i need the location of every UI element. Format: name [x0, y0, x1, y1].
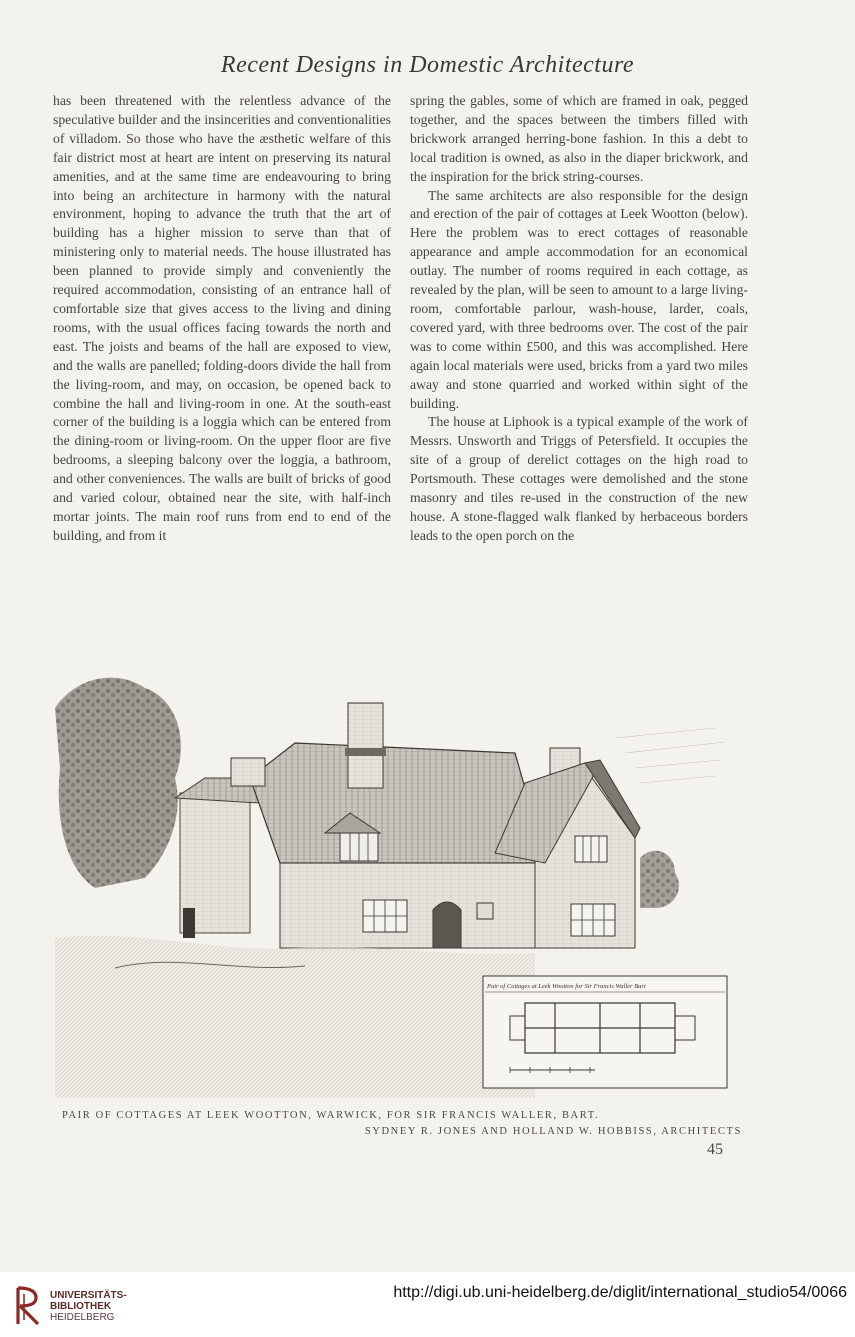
floor-plan-inset [483, 976, 727, 1088]
caption-line-2: SYDNEY R. JONES AND HOLLAND W. HOBBISS, ARCHITECTS [364, 1126, 742, 1137]
caption-line-1: PAIR OF COTTAGES AT LEEK WOOTTON, WARWICK, FOR SIR FRANCIS WALLER, BART. [62, 1110, 600, 1121]
cottage-drawing [55, 668, 745, 1098]
main-roof [250, 743, 535, 863]
right-paragraph-1: spring the gables, some of which are framed in oak, pegged together, and the spaces between the timbers filled with brickwork arranged herring-bone fashion. In this a debt to local tradition is owned, as also in the diaper brickwork, and the inspiration for the brick string-courses. [410, 93, 748, 184]
central-chimney [348, 703, 383, 788]
plan-title: Pair of Cottages at Leek Wootton for Sir Francis Waller Bart [487, 983, 646, 990]
sky-hatching [615, 728, 725, 783]
left-tree [55, 678, 181, 888]
left-paragraph-1: has been threatened with the relentless advance of the speculative builder and the insincerities and conventionalities of villadom. So those who have the æsthetic welfare of this fair district most at heart are intent on preserving its natural amenities, and at the same time are endeavouring to bring into being an architecture in harmony with the natural environment, hoping to advance the truth that the art of building has a higher mission to serve than that of ministering only to material needs. The house illustrated has been planned to provide simply and conveniently the required accommodation, consisting of an entrance hall of comfortable size that gives access to the living and dining rooms, with the usual offices facing towards the north and east. The joists and beams of the hall are exposed to view, and the walls are panelled; folding-doors divide the hall from the living-room, and may, on occasion, be opened back to combine the hall and living-room in one. At the south-east corner of the building is a loggia which can be entered from the dining-room or living-room. On the upper floor are five bedrooms, a sleeping balcony over the loggia, a bathroom, and other conveniences. The walls are built of bricks of good and varied colour, obtained near the site, with half-inch mortar joints. The main roof runs from end to end of the building, and from it [53, 93, 391, 543]
library-name [50, 1290, 127, 1323]
right-text-column [410, 92, 748, 546]
right-paragraph-2: The same architects are also responsible for the design and erection of the pair of cottages at Leek Wootton (below). Here the problem was to erect cottages of reasonable appearance and ample accommodation for an economical outlay. The number of rooms required in each cottage, as revealed by the plan, will be seen to amount to a large living-room, comfortable parlour, wash-house, larder, coals, covered yard, with three bedrooms over. The cost of the pair was to come within £500, and this was accomplished. Here again local materials were used, bricks from a yard two miles away and stone quarried and worked within sight of the building. [410, 187, 748, 411]
page-header: Recent Designs in Domestic Architecture [220, 52, 635, 78]
library-line-3: HEIDELBERG [50, 1312, 115, 1323]
right-tree [640, 851, 679, 908]
front-door [433, 902, 461, 948]
left-text-column [53, 92, 391, 546]
plaque [477, 903, 493, 919]
university-library-logo-icon [10, 1284, 44, 1328]
right-paragraph-3: The house at Liphook is a typical example of the work of Messrs. Unsworth and Triggs of Petersfield. It occupies the site of a group of derelict cottages on the high road to Portsmouth. These cottages were demolished and the stone masonry and tiles re-used in the construction of the new house. A stone-flagged walk flanked by herbaceous borders leads to the open porch on the [410, 414, 748, 543]
central-chimney-band [345, 748, 386, 756]
source-url-link[interactable]: http://digi.ub.uni-heidelberg.de/diglit/international_studio54/0066 [393, 1284, 847, 1301]
footer-bar [0, 1272, 855, 1337]
left-wing-door [183, 908, 195, 938]
garden-foreground [55, 936, 535, 1098]
library-line-1: UNIVERSITÄTS- [50, 1290, 127, 1301]
left-chimney [231, 758, 265, 786]
cottage-illustration [55, 668, 745, 1098]
page-number: 45 [707, 1141, 723, 1158]
library-line-2: BIBLIOTHEK [50, 1301, 112, 1312]
